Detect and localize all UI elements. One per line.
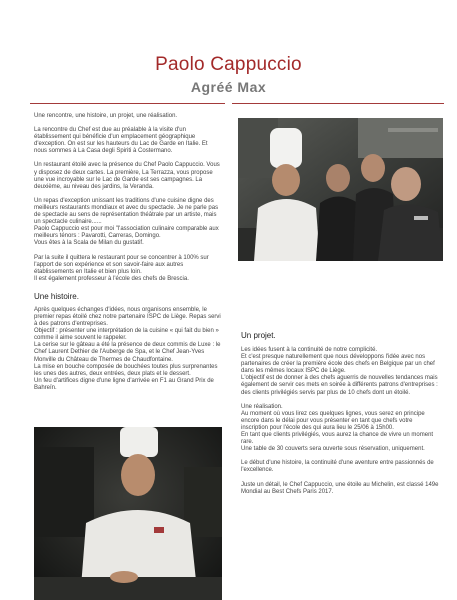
paragraph: Une table de 30 couverts sera ouverte sous réservation, uniquement.	[241, 446, 425, 453]
paragraph: Juste un détail, le Chef Cappuccio, une étoile au Michelin, est classé 149e Mondial au Best Chefs Paris 2017.	[241, 481, 439, 495]
paragraph: Un feu d'artifices digne d'une ligne d'arrivée en F1 au Grand Prix de Bahreïn.	[34, 377, 214, 391]
right-column	[241, 331, 441, 503]
paragraph: Et c'est presque naturellement que nous développons l'idée avec nos partenaires de créer la première école des chefs en Belgique par un chef dans les mêmes locaux ISPC de Liège.	[241, 354, 435, 375]
paragraph: Une réalisation.	[241, 403, 283, 410]
paragraph: La cerise sur le gâteau a été la présence de deux commis de Luxe : le Chef Laurent Dethier de l'Auberge de Spa, et le Chef Jean-Yves Monville du Château de Thermes de Chaudfontaine.	[34, 342, 221, 363]
paragraph: Vous êtes à la Scala de Milan du gustatif.	[34, 240, 144, 247]
paragraph: La rencontre du Chef est due au préalable à la visite d'un établissement qui bénéficie d'un emplacement géographique d'exception. On est sur les hauteurs du Lac de Garde en Italie. Et nous sommes à La Casa degli Spiriti à Costermano.	[34, 127, 208, 155]
intro-text: Une rencontre, une histoire, un projet, une réalisation.	[34, 113, 178, 119]
page-title: Paolo Cappuccio	[155, 54, 302, 75]
title-divider-right	[232, 103, 444, 104]
paragraph: Après quelques échanges d'idées, nous organisons ensemble, le premier repas étoilé chez notre partenaire ISPC de Liège. Repas servi à des patrons d'entreprises.	[34, 306, 221, 328]
section-heading-histoire: Une histoire.	[34, 291, 79, 301]
paragraph: Paolo Cappuccio est pour moi "l'association culinaire comparable aux meilleurs ténors : Pavarotti, Carreras, Domingo.	[34, 226, 219, 240]
paragraph: Il est également professeur à l'école des chefs de Brescia.	[34, 275, 189, 282]
paragraph: Au moment où vous lirez ces quelques lignes, vous serez en principe encore dans le délai pour vous présenter en tant que chefs votre inscription pour l'école des qui aura lieu le 25/06 à 15h00.	[241, 410, 425, 431]
paragraph: Un restaurant étoilé avec la présence du Chef Paolo Cappuccio. Vous y disposez de deux cartes. La première, La Terrazza, vous propose une vue incroyable sur le Lac de Garde est ses campagnes. La deuxième, au niveau des jardins, la Veranda.	[34, 162, 220, 190]
paragraph: Un repas d'exception unissant les traditions d'une cuisine digne des meilleurs restaurants mondiaux et avec du spectacle. Je ne parle pas de spectacle au sens de représentation théâtrale par un artiste, mais un spectacle culinaire......	[34, 197, 219, 226]
paragraph: Les idées fusent à la continuité de notre complicité.	[241, 347, 378, 353]
paragraph: Le début d'une histoire, la continuité d'une aventure entre passionnés de l'excellence.	[241, 460, 434, 474]
title-divider-left	[30, 103, 225, 104]
chef-portrait-photo	[34, 427, 222, 600]
section-heading-projet: Un projet.	[241, 331, 276, 340]
paragraph: En tant que clients privilégiés, vous aurez la chance de vivre un moment rare.	[241, 432, 434, 446]
paragraph: Objectif : présenter une interprétation de la cuisine « qui fait du bien » comme il aime souvent le rappeler.	[34, 328, 219, 342]
paragraph: La mise en bouche composée de bouchées toutes plus surprenantes les unes des autres, deux entrées, deux plats et le dessert.	[34, 363, 218, 377]
page-subtitle: Agréé Max	[190, 79, 267, 95]
left-column	[34, 113, 221, 392]
chefs-kitchen-photo	[238, 118, 443, 261]
paragraph: Par la suite il quittera le restaurant pour se concentrer à 100% sur l'apport de son expérience et son savoir-faire aux autres établissements en Italie et bien plus loin.	[34, 254, 209, 275]
paragraph: L'objectif est de donner à des chefs aguerris de nouvelles tendances mais également de servir ces mets en soirée à différents patrons d'entreprises : des clients privilégiés servis par plus de 10 chefs dont un étoilé.	[241, 375, 438, 396]
